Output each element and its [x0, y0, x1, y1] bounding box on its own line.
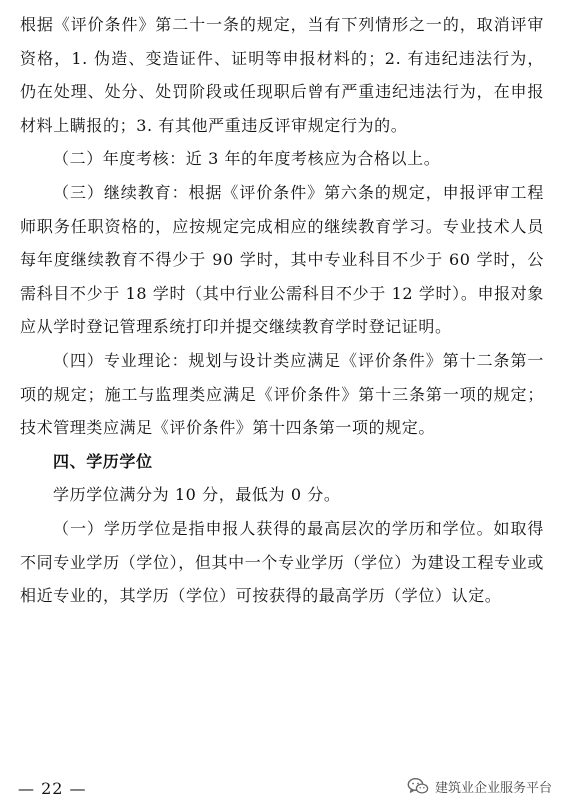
- wechat-icon: [407, 777, 429, 795]
- paragraph-continuing-education: （三）继续教育：根据《评价条件》第六条的规定，申报评审工程师职务任职资格的，应按规定完成相应的继续教育学习。专业技术人员每年度继续教育不得少于 90 学时，其中专业科目不少于 60 学时，公需科目不少于 18 学时（其中行业公需科目不少于 12 学时）。申报对象应从学时登记管理系统打印并提交继续教育学时登记证明。: [20, 182, 544, 337]
- paragraph-annual-assessment: （二）年度考核：近 3 年的年度考核应为合格以上。: [53, 149, 441, 169]
- paragraph-professional-theory: （四）专业理论：规划与设计类应满足《评价条件》第十二条第一项的规定；施工与监理类应满足《评价条件》第十三条第一项的规定；技术管理类应满足《评价条件》第十四条第一项的规定。: [20, 350, 544, 438]
- watermark: [403, 773, 556, 799]
- document-body: [20, 8, 544, 613]
- watermark-text: 建筑业企业服务平台: [434, 780, 552, 796]
- page-number: — 22 —: [18, 779, 87, 798]
- paragraph-education-score: 学历学位满分为 10 分，最低为 0 分。: [53, 485, 341, 505]
- section-heading-education: 四、学历学位: [53, 451, 153, 471]
- paragraph-education-definition: （一）学历学位是指申报人获得的最高层次的学历和学位。如取得不同专业学历（学位），但其中一个专业学历（学位）为建设工程专业或相近专业的，其学历（学位）可按获得的最高学历（学位）认定。: [20, 518, 544, 606]
- paragraph-disqualification: 根据《评价条件》第二十一条的规定，当有下列情形之一的，取消评审资格，1. 伪造、变造证件、证明等申报材料的；2. 有违纪违法行为，仍在处理、处分、处罚阶段或任现职后曾有严重违纪违法行为，在申报材料上瞒报的；3. 有其他严重违反评审规定行为的。: [20, 15, 544, 135]
